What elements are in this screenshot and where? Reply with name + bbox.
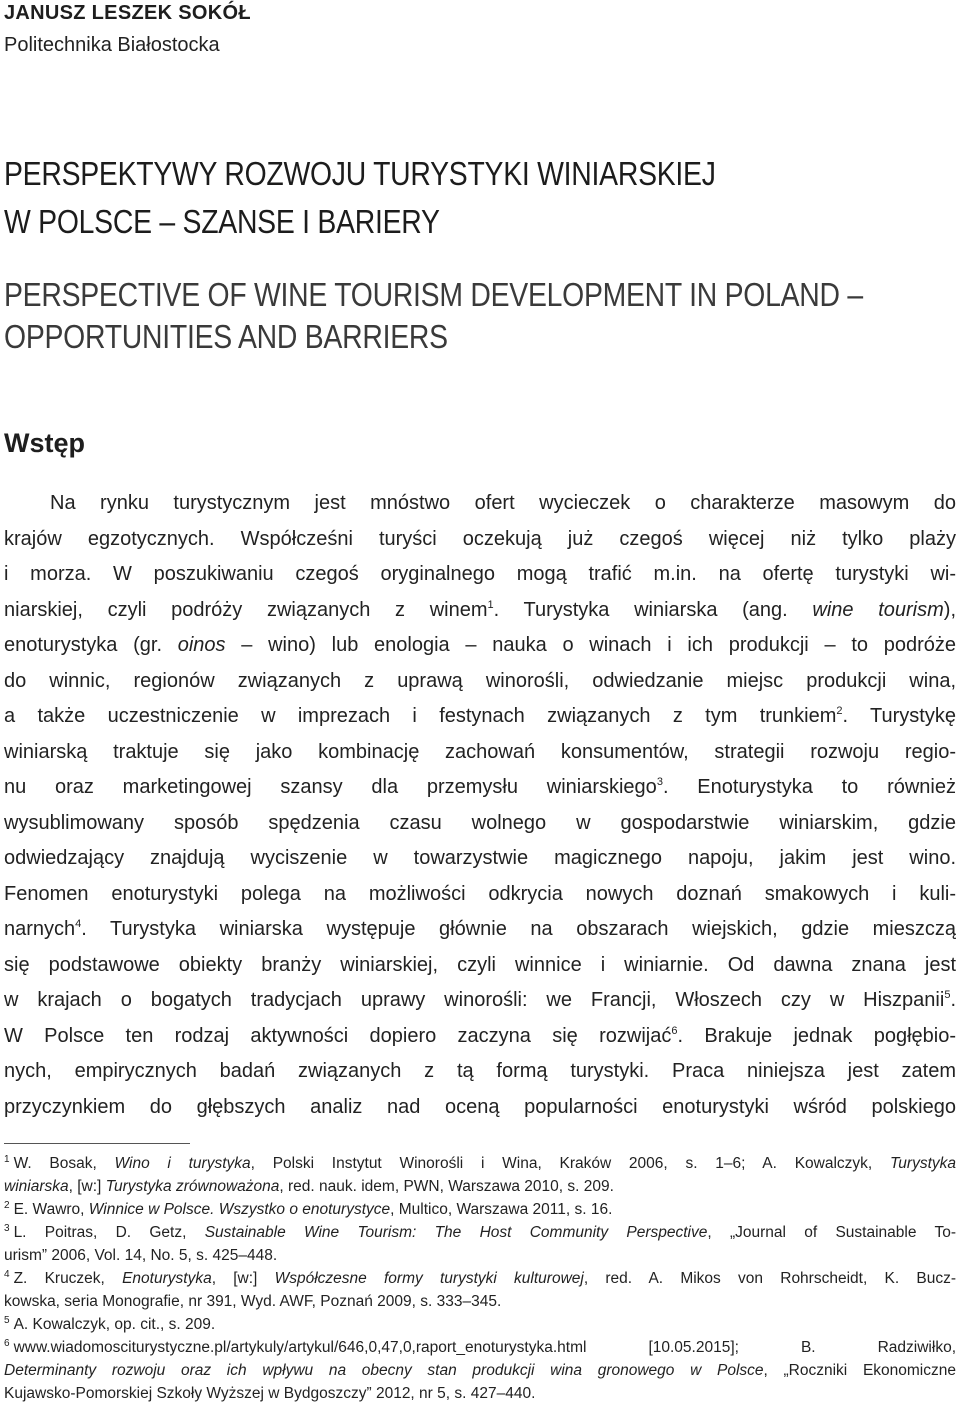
body-line: W Polsce ten rodzaj aktywności dopiero zaczyna się rozwijać$^6$. Brakuje jednak pogłębio- (4, 1024, 956, 1047)
footnote-6-cont-2: Kujawsko-Pomorskiej Szkoły Wyższej w Bydgoszczy” 2012, nr 5, s. 427–440. (4, 1385, 536, 1402)
footnote-ref: 4 (75, 918, 82, 930)
body-line: i morza. W poszukiwaniu czegoś oryginalnego mogą trafić m.in. na ofertę turystyki wi- (4, 563, 956, 585)
footnote-ref: 3 (656, 776, 663, 788)
footnote-4: $^4$ Z. Kruczek, Enoturystyka, [w:] Współczesne formy turystyki kulturowej, red. A. Mikos von Rohrscheidt, K. Bucz- (4, 1269, 956, 1287)
title-polish-line-2: W POLSCE – SZANSE I BARIERY (4, 203, 440, 240)
footnote-3-cont: urism” 2006, Vol. 14, No. 5, s. 425–448. (4, 1247, 278, 1264)
body-line: nych, empirycznych badań związanych z tą formą turystyki. Praca niniejsza jest zatem (4, 1060, 956, 1082)
title-english-line-1: PERSPECTIVE OF WINE TOURISM DEVELOPMENT IN POLAND – (4, 276, 863, 313)
footnote-ref: 1 (487, 598, 494, 611)
body-line: Na rynku turystycznym jest mnóstwo ofert wycieczek o charakterze masowym do (50, 492, 956, 514)
body-paragraph (4, 486, 956, 1125)
body-line: do winnic, regionów związanych z uprawą winorośli, odwiedzanie miejsc produkcji wina, (4, 669, 956, 692)
body-line: przyczynkiem do głębszych analiz nad oceną popularności enoturystyki wśród polskiego (4, 1095, 956, 1118)
footnote-3: $^3$ L. Poitras, D. Getz, Sustainable Wine Tourism: The Host Community Perspective, „Journal of Sustainable To- (4, 1223, 956, 1241)
author-name: JANUSZ LESZEK SOKÓŁ (4, 2, 251, 24)
footnote-separator (4, 1143, 190, 1144)
footnote-5: $^5$ A. Kowalczyk, op. cit., s. 209. (4, 1315, 216, 1333)
title-polish-line-1: PERSPEKTYWY ROZWOJU TURYSTYKI WINIARSKIEJ (4, 155, 716, 192)
footnote-ref: 5 (944, 989, 951, 1001)
footnotes (4, 1152, 956, 1405)
footnote-2: $^2$ E. Wawro, Winnice w Polsce. Wszystko o enoturystyce, Multico, Warszawa 2011, s. 16. (4, 1200, 613, 1218)
footnote-1: $^1$ W. Bosak, Wino i turystyka, Polski Instytut Winorośli i Wina, Kraków 2006, s. 1–6; A. Kowalczyk, Turystyka (4, 1154, 956, 1172)
body-line: narnych$^4$. Turystyka winiarska występuje głównie na obszarach wiejskich, gdzie mieszczą (4, 918, 956, 940)
title-english-line-2: OPPORTUNITIES AND BARRIERS (4, 318, 448, 355)
title-polish (4, 150, 716, 246)
body-line: się podstawowe obiekty branży winiarskiej, czyli winnice i winiarnie. Od dawna znana jest (4, 953, 956, 976)
section-heading: Wstęp (4, 428, 85, 458)
author-affiliation: Politechnika Białostocka (4, 34, 220, 56)
body-line: a także uczestniczenie w imprezach i festynach związanych z tym trunkiem$^2$. Turystykę (4, 705, 956, 727)
body-line: krajów egzotycznych. Współcześni turyści oczekują już czegoś więcej niż tylko plaży (4, 527, 956, 550)
footnote-6-cont: Determinanty rozwoju oraz ich wpływu na obecny stan produkcji wina gronowego w Polsce, „Roczniki Ekonomiczne (4, 1362, 956, 1379)
body-line: winiarską traktuje się jako kombinację zachowań konsumentów, strategii rozwoju regio- (4, 740, 956, 763)
body-line: nu oraz marketingowej szansy dla przemysłu winiarskiego$^3$. Enoturystyka to również (4, 776, 956, 798)
title-english (4, 274, 863, 358)
footnote-4-cont: kowska, seria Monografie, nr 391, Wyd. AWF, Poznań 2009, s. 333–345. (4, 1293, 502, 1310)
body-line: niarskiej, czyli podróży związanych z winem$^1$. Turystyka winiarska (ang. wine tourism), (4, 598, 956, 621)
body-line: w krajach o bogatych tradycjach uprawy winorośli: we Francji, Włoszech czy w Hiszpanii$^5$. (4, 989, 956, 1011)
footnote-ref: 2 (836, 705, 843, 717)
body-line: odwiedzający znajdują wyciszenie w towarzystwie magicznego napoju, jakim jest wino. (4, 847, 956, 869)
body-line: Fenomen enoturystyki polega na możliwości odkrycia nowych doznań smakowych i kuli- (4, 882, 956, 905)
footnote-ref: 6 (671, 1024, 678, 1037)
body-line: wysublimowany sposób spędzenia czasu wolnego w gospodarstwie winiarskim, gdzie (4, 811, 956, 834)
footnote-6: $^6$ www.wiadomosciturystyczne.pl/artykuly/artykul/646,0,47,0,raport_enoturystyka.html [10.05.2015]; B. Radziwiłko, (4, 1338, 956, 1356)
footnote-1-cont: winiarska, [w:] Turystyka zrównoważona, red. nauk. idem, PWN, Warszawa 2010, s. 209. (4, 1178, 614, 1195)
body-line: enoturystyka (gr. oinos – wino) lub enologia – nauka o winach i ich produkcji – to podróże (4, 634, 956, 656)
footnote-6-link[interactable]: www.wiadomosciturystyczne.pl/artykuly/artykul/646,0,47,0,raport_enoturystyka.html [10.05.2015]; B. Radziwiłko, (13, 1339, 956, 1356)
